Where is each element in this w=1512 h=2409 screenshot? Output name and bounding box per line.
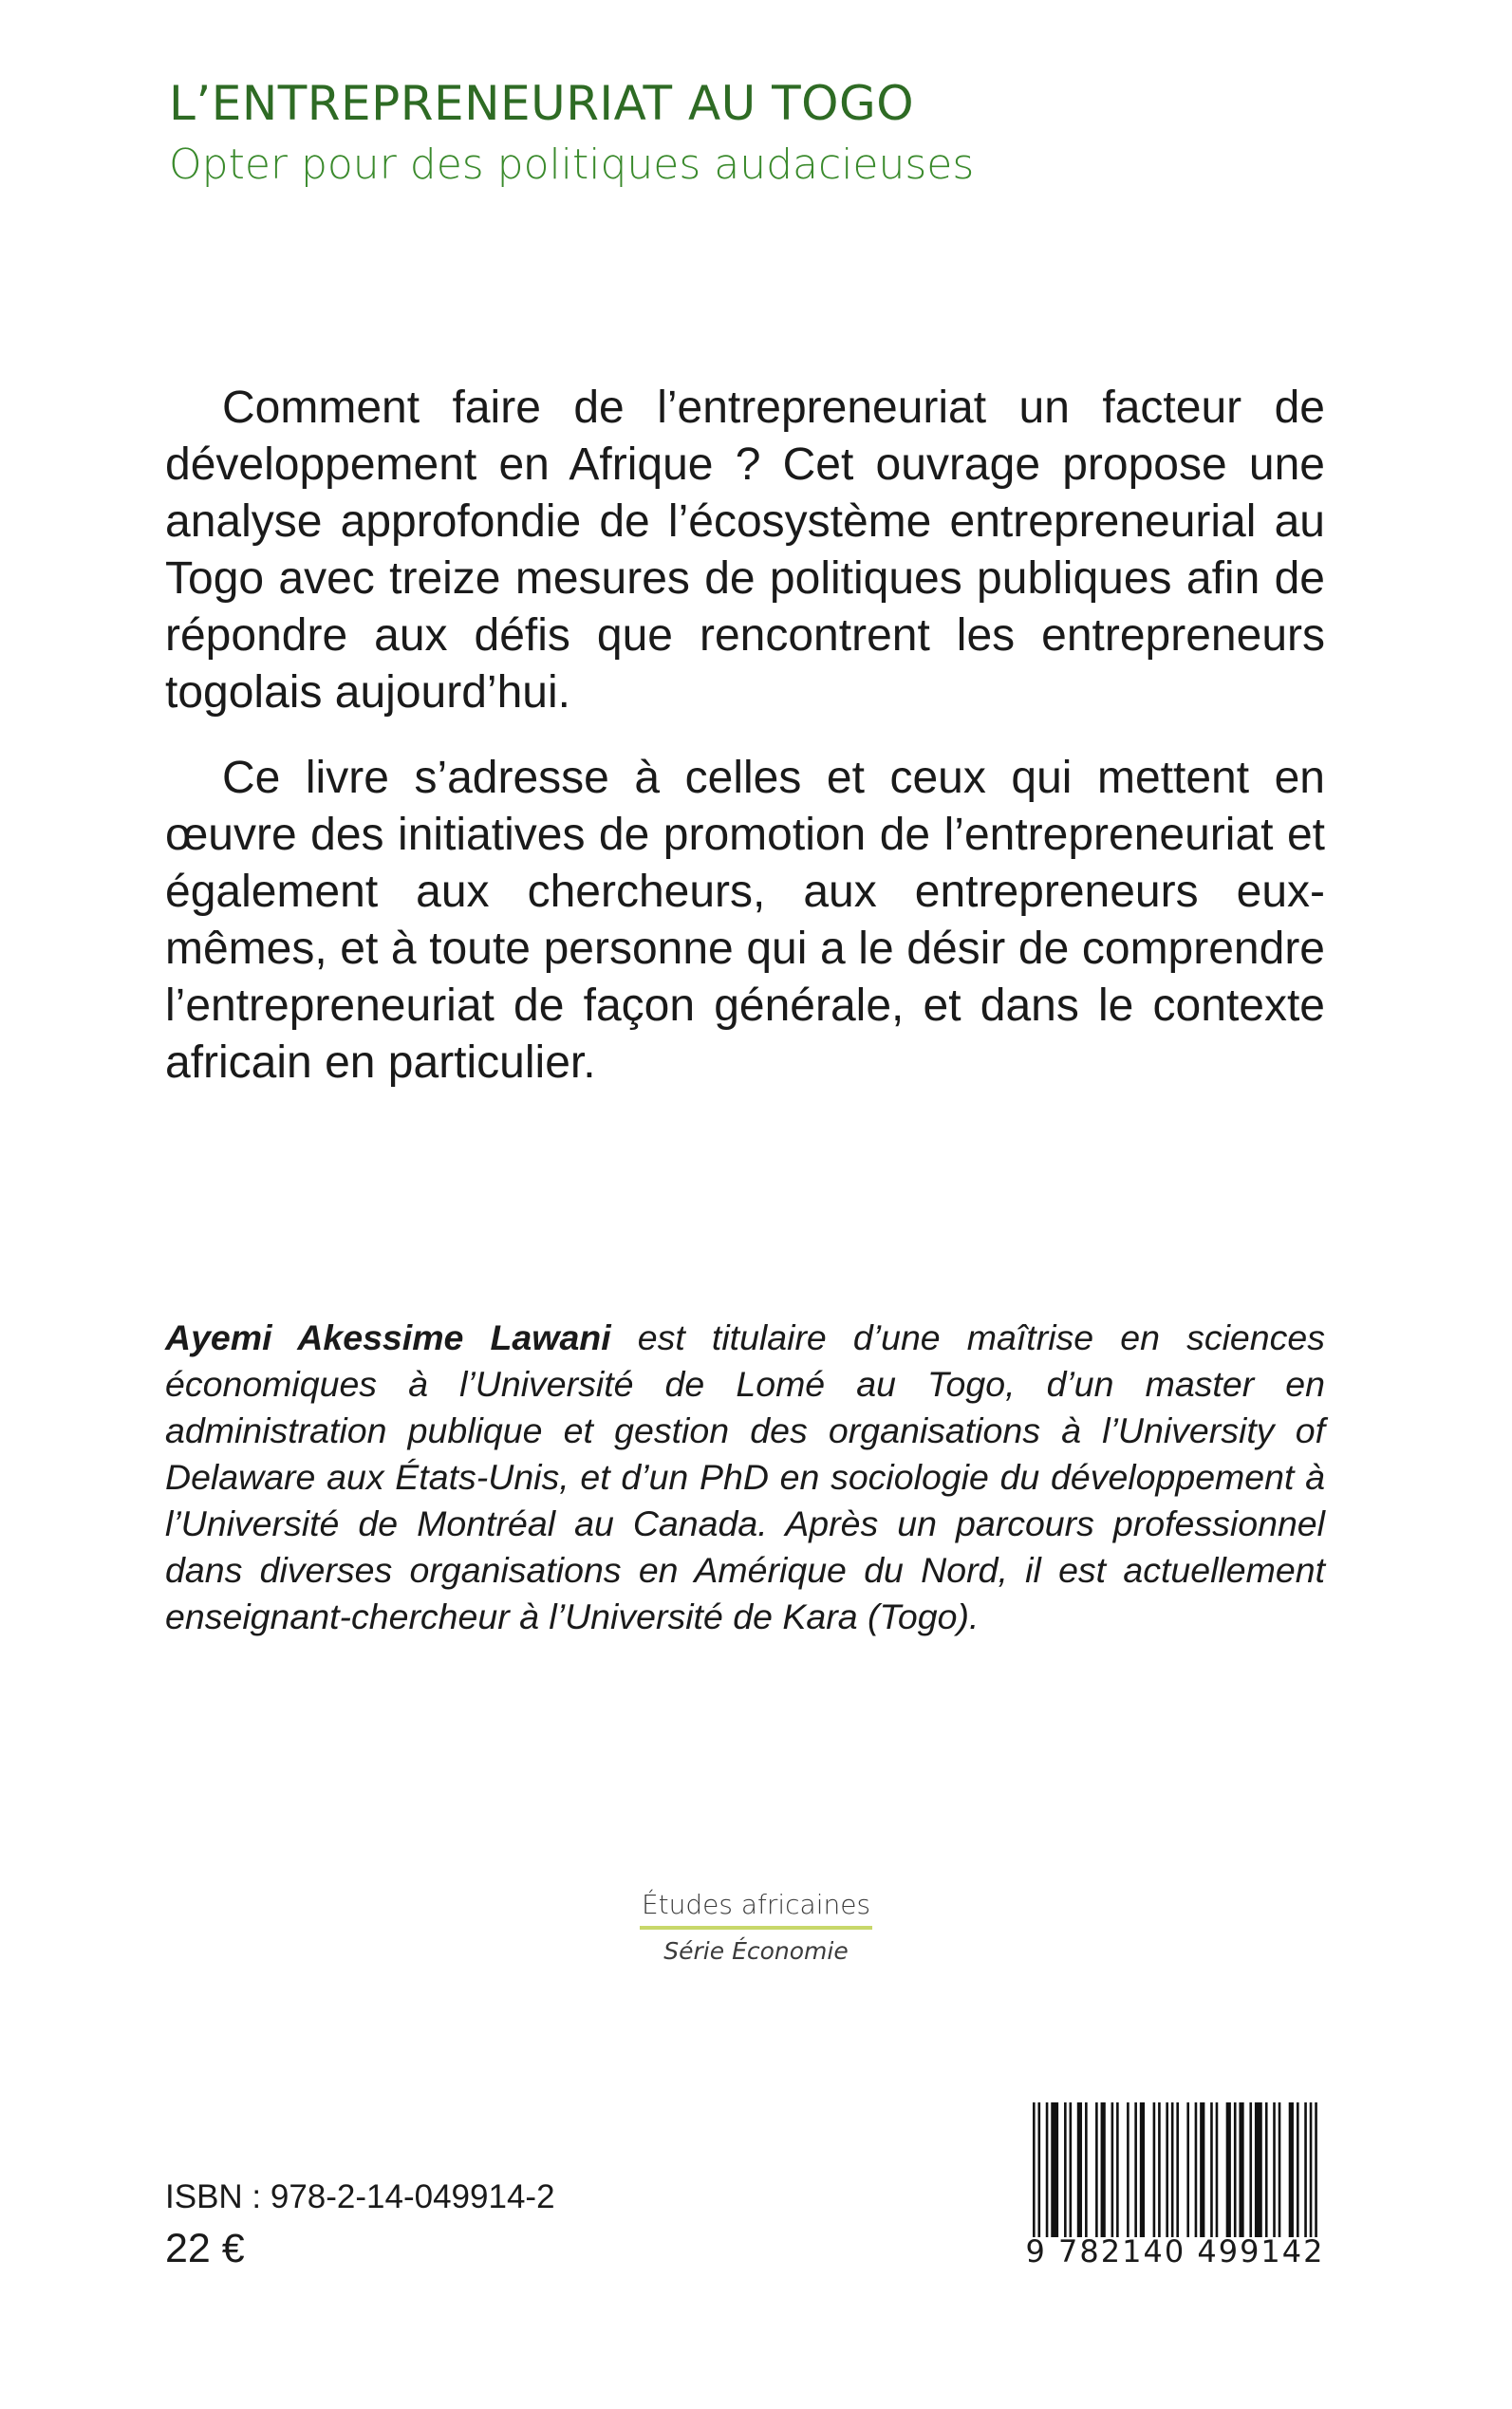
barcode-bar	[1315, 2102, 1317, 2237]
barcode-bar	[1226, 2102, 1231, 2237]
barcode-bar	[1116, 2102, 1119, 2237]
barcode-bar	[1234, 2102, 1237, 2237]
barcode-bar	[1200, 2102, 1204, 2237]
barcode-bar	[1064, 2102, 1067, 2237]
barcode-bar	[1289, 2102, 1294, 2237]
barcode-bar	[1101, 2102, 1106, 2237]
barcode-bar	[1166, 2102, 1168, 2237]
barcode-bar	[1070, 2102, 1073, 2237]
barcode-bar	[1273, 2102, 1276, 2237]
summary-paragraph-2-text: Ce livre s’adresse à celles et ceux qui mettent en œuvre des initiatives de promotion de l’entrepreneuriat et également aux chercheurs, aux entrepreneurs eux-mêmes, et à toute personne qui a le désir de comprendre l’entrepreneuriat de façon générale, et dans le contexte africain en particulier.	[165, 753, 1325, 1088]
collection-name: Études africaines	[640, 1889, 872, 1930]
book-title: L’ENTREPRENEURIAT AU TOGO	[169, 76, 915, 131]
barcode-bar	[1077, 2102, 1082, 2237]
barcode-digits: 9 782140 499142	[1025, 2233, 1325, 2269]
barcode-bar	[1297, 2102, 1299, 2237]
barcode-bar	[1051, 2102, 1058, 2237]
summary-paragraph-1	[165, 380, 1325, 721]
barcode-bar	[1310, 2102, 1313, 2237]
barcode-bar	[1134, 2102, 1137, 2237]
barcode-bar	[1195, 2102, 1198, 2237]
barcode-bar	[1127, 2102, 1129, 2237]
author-bio-text: est titulaire d’une maîtrise en sciences économiques à l’Université de Lomé au Togo, d’un master en administration publique et gestion des organisations à l’University of Delaware aux États-Unis, et d’un PhD en sociologie du développement à l’Université de Montréal au Canada. Après un parcours professionnel dans diverses organisations en Amérique du Nord, il est actuellement enseignant-chercheur à l’Université de Kara (Togo).	[165, 1317, 1325, 1636]
barcode	[1023, 2102, 1327, 2273]
barcode-bar	[1153, 2102, 1156, 2237]
barcode-bar	[1255, 2102, 1262, 2237]
barcode-bar	[1239, 2102, 1243, 2237]
barcode-bar	[1249, 2102, 1252, 2237]
collection-block	[0, 1889, 1512, 1965]
price: 22 €	[165, 2226, 245, 2271]
barcode-bar	[1186, 2102, 1189, 2237]
summary-paragraph-2	[165, 750, 1325, 1092]
barcode-bar	[1033, 2102, 1036, 2237]
barcode-bar	[1216, 2102, 1219, 2237]
barcode-bar	[1265, 2102, 1268, 2237]
barcode-bar	[1085, 2102, 1088, 2237]
isbn: ISBN : 978-2-14-049914-2	[165, 2178, 555, 2215]
book-subtitle: Opter pour des politiques audacieuses	[169, 140, 975, 189]
author-name: Ayemi Akessime Lawani	[165, 1317, 611, 1357]
summary-paragraph-1-text: Comment faire de l’entrepreneuriat un facteur de développement en Afrique ? Cet ouvrage propose une analyse approfondie de l’écosystème entrepreneurial au Togo avec treize mesures de politiques publiques afin de répondre aux défis que rencontrent les entrepreneurs togolais aujourd’hui.	[165, 383, 1325, 718]
barcode-bar	[1210, 2102, 1213, 2237]
barcode-bars	[1023, 2102, 1327, 2237]
barcode-bar	[1038, 2102, 1041, 2237]
author-biography	[165, 1315, 1325, 1640]
barcode-bar	[1176, 2102, 1179, 2237]
barcode-bar	[1171, 2102, 1174, 2237]
barcode-bar	[1140, 2102, 1145, 2237]
barcode-bar	[1095, 2102, 1098, 2237]
collection-series: Série Économie	[663, 1937, 849, 1965]
barcode-bar	[1111, 2102, 1114, 2237]
barcode-bar	[1304, 2102, 1307, 2237]
barcode-bar	[1046, 2102, 1049, 2237]
barcode-bar	[1279, 2102, 1281, 2237]
barcode-bar	[1158, 2102, 1161, 2237]
